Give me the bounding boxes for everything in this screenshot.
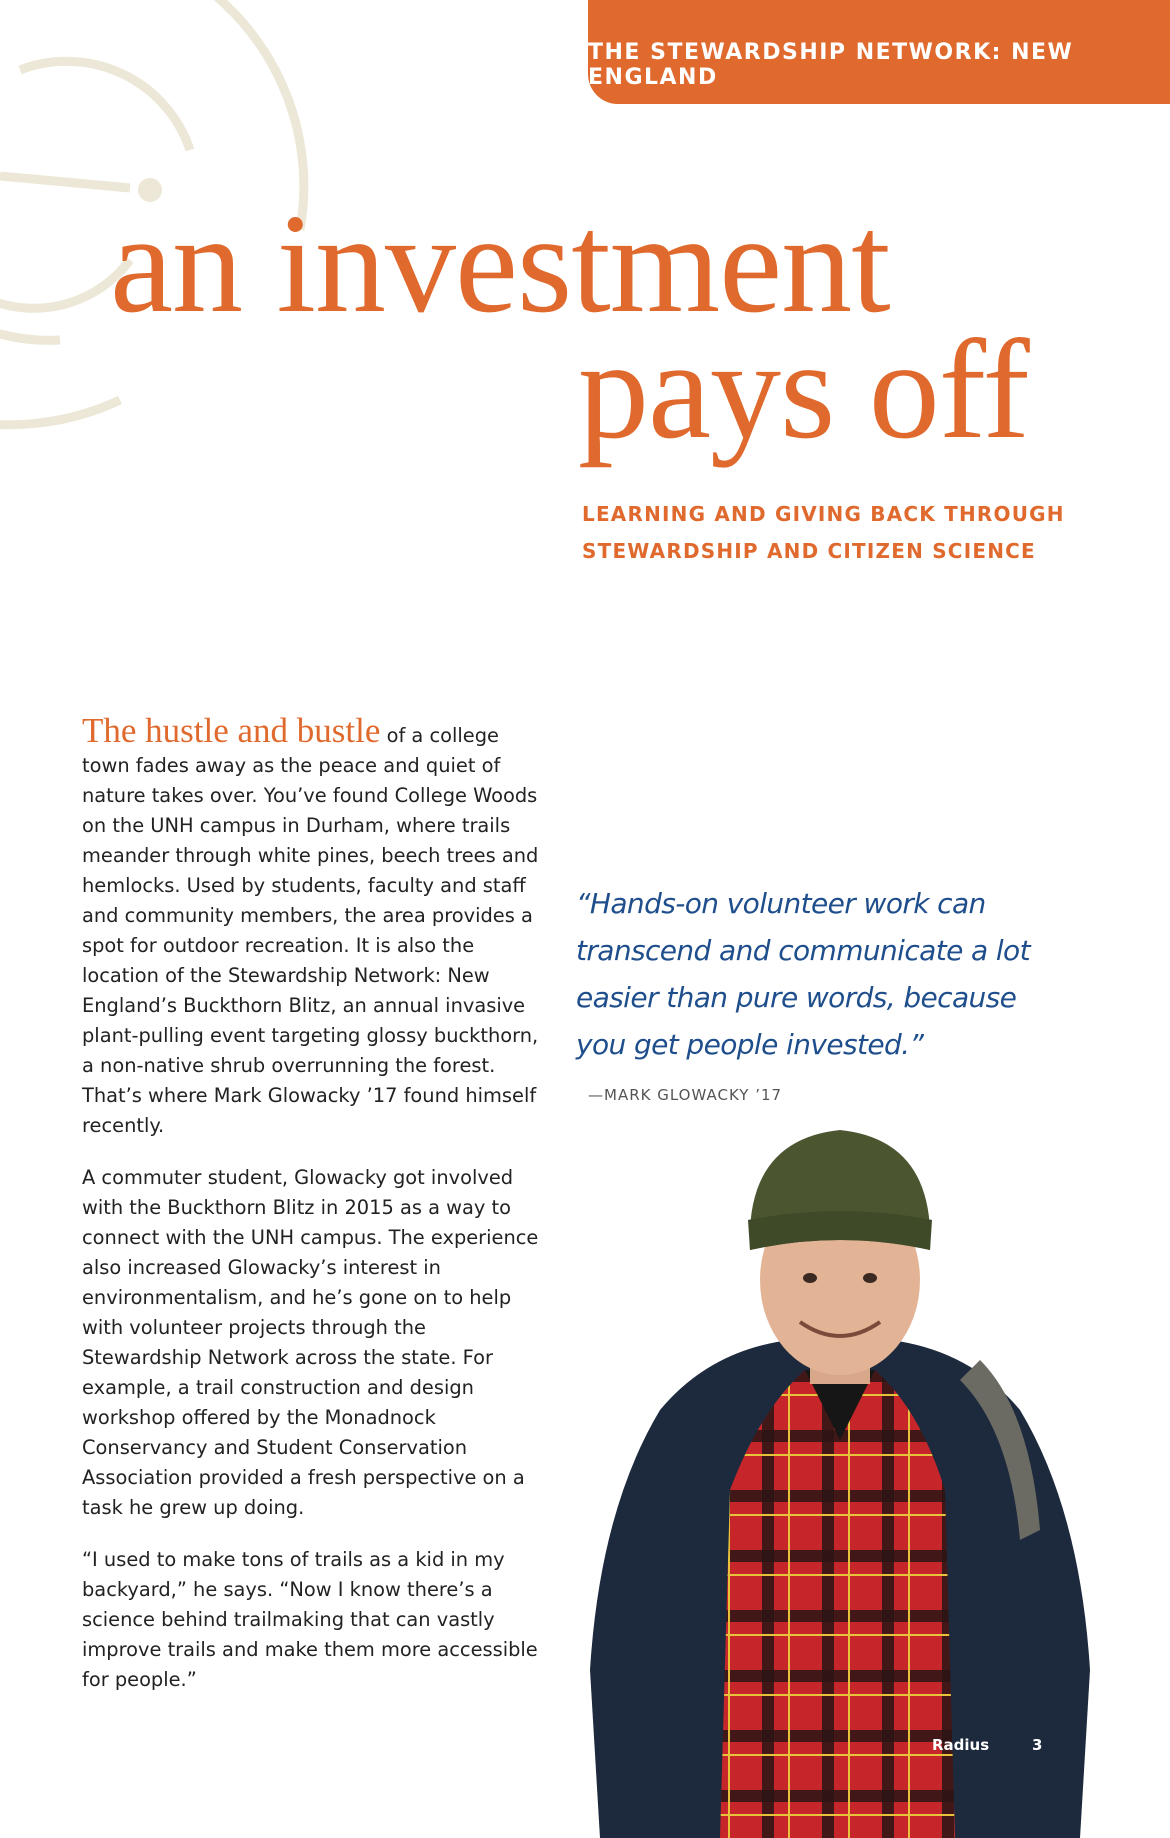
- publication-name: Radius: [932, 1736, 990, 1754]
- page-number: 3: [1032, 1736, 1043, 1754]
- headline-line-2: pays off: [578, 310, 1029, 468]
- banner-title: THE STEWARDSHIP NETWORK: NEW ENGLAND: [588, 40, 1074, 90]
- article-body: [82, 711, 550, 1717]
- pull-quote-attribution: —MARK GLOWACKY ’17: [588, 1086, 783, 1104]
- pull-quote: “Hands-on volunteer work can transcend and communicate a lot easier than pure words, because you get people invested.”: [576, 887, 1030, 1061]
- article-paragraph-1-text: of a college town fades away as the peace and quiet of nature takes over. You’ve found College Woods on the UNH campus in Durham, where trails meander through white pines, beech trees and hemlocks. Used by students, faculty and staff and community members, the area provides a spot for outdoor recreation. It is also the location of the Stewardship Network: New England’s Buckthorn Blitz, an annual invasive plant-pulling event targeting glossy buckthorn, a non-native shrub overrunning the forest. That’s where Mark Glowacky ’17 found himself recently.: [82, 724, 539, 1137]
- article-paragraph-1: [82, 711, 550, 1141]
- section-banner: [588, 0, 1170, 104]
- plaid-shirt: [720, 1370, 955, 1838]
- article-paragraph-3: “I used to make tons of trails as a kid in my backyard,” he says. “Now I know there’s a science behind trailmaking that can vastly improve trails and make them more accessible for people.”: [82, 1548, 538, 1691]
- article-lead-in: The hustle and bustle: [82, 711, 381, 750]
- headline-line-1: an investment: [110, 184, 890, 342]
- article-paragraph-2: A commuter student, Glowacky got involved with the Buckthorn Blitz in 2015 as a way to connect with the UNH campus. The experience also increased Glowacky’s interest in environmentalism, and he’s gone on to help with volunteer projects through the Stewardship Network across the state. For example, a trail construction and design workshop offered by the Monadnock Conservancy and Student Conservation Association provided a fresh perspective on a task he grew up doing.: [82, 1166, 539, 1519]
- portrait-photo: [560, 1110, 1120, 1838]
- subtitle-line-1: LEARNING AND GIVING BACK THROUGH: [582, 502, 1065, 526]
- subtitle: [582, 496, 1065, 570]
- subtitle-line-2: STEWARDSHIP AND CITIZEN SCIENCE: [582, 539, 1036, 563]
